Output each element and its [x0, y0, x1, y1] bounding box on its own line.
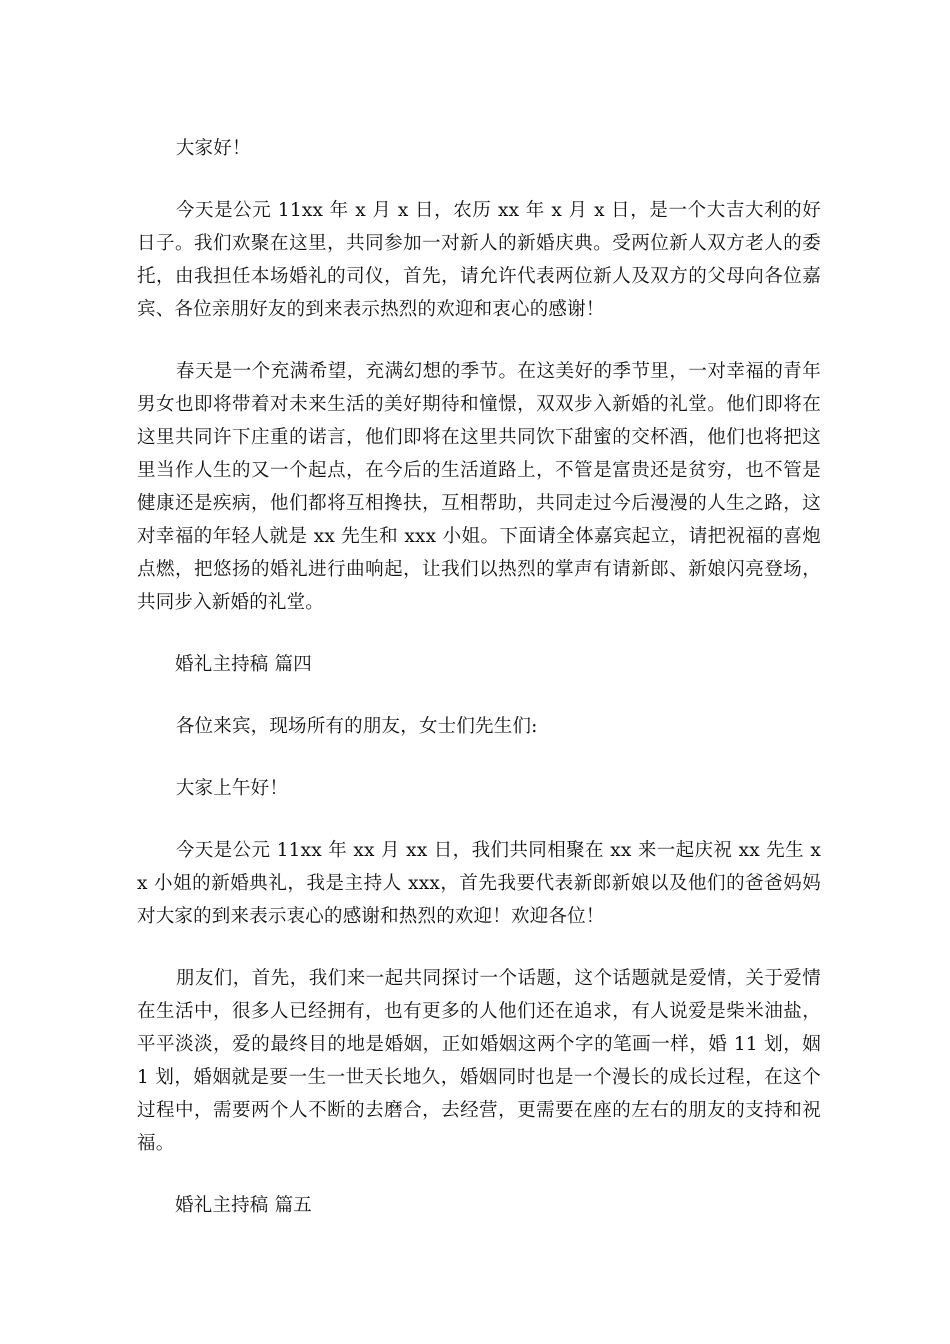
guests-address-paragraph: 各位来宾，现场所有的朋友，女士们先生们: [175, 716, 538, 737]
morning-greeting-paragraph: 大家上午好！ [175, 778, 289, 799]
document-body [137, 132, 821, 1222]
greeting-paragraph: 大家好！ [175, 138, 251, 159]
love-topic-paragraph: 朋友们，首先，我们来一起共同探讨一个话题，这个话题就是爱情，关于爱情在生活中，很多人已经拥有，也有更多的人他们还在追求，有人说爱是柴米油盐，平平淡淡，爱的最终目的地是婚姻，正如婚姻这两个字的笔画一样，婚 11 划，姻 1 划，婚姻就是要一生一世天长地久，婚姻同时也是一个漫长的成长过程，在这个过程中，需要两个人不断的去磨合，去经营，更需要在座的左右的朋友的支持和祝福。 [137, 968, 821, 1154]
ceremony-intro-paragraph: 今天是公元 11xx 年 xx 月 xx 日，我们共同相聚在 xx 来一起庆祝 xx 先生 xx 小姐的新婚典礼，我是主持人 xxx，首先我要代表新郎新娘以及他们的爸爸妈妈对大家的到来表示衷心的感谢和热烈的欢迎！欢迎各位！ [137, 840, 821, 927]
section-heading-4: 婚礼主持稿 篇四 [175, 654, 312, 675]
date-intro-paragraph: 今天是公元 11xx 年 x 月 x 日，农历 xx 年 x 月 x 日，是一个大吉大利的好日子。我们欢聚在这里，共同参加一对新人的新婚庆典。受两位新人双方老人的委托，由我担任本场婚礼的司仪，首先，请允许代表两位新人及双方的父母向各位嘉宾、各位亲朋好友的到来表示热烈的欢迎和衷心的感谢！ [137, 200, 821, 320]
section-heading-5: 婚礼主持稿 篇五 [175, 1195, 312, 1216]
spring-paragraph: 春天是一个充满希望，充满幻想的季节。在这美好的季节里，一对幸福的青年男女也即将带着对未来生活的美好期待和憧憬，双双步入新婚的礼堂。他们即将在这里共同许下庄重的诺言，他们即将在这里共同饮下甜蜜的交杯酒，他们也将把这里当作人生的又一个起点，在今后的生活道路上，不管是富贵还是贫穷，也不管是健康还是疾病，他们都将互相搀扶，互相帮助，共同走过今后漫漫的人生之路，这对幸福的年轻人就是 xx 先生和 xxx 小姐。下面请全体嘉宾起立，请把祝福的喜炮点燃，把悠扬的婚礼进行曲响起，让我们以热烈的掌声有请新郎、新娘闪亮登场，共同步入新婚的礼堂。 [137, 361, 821, 613]
